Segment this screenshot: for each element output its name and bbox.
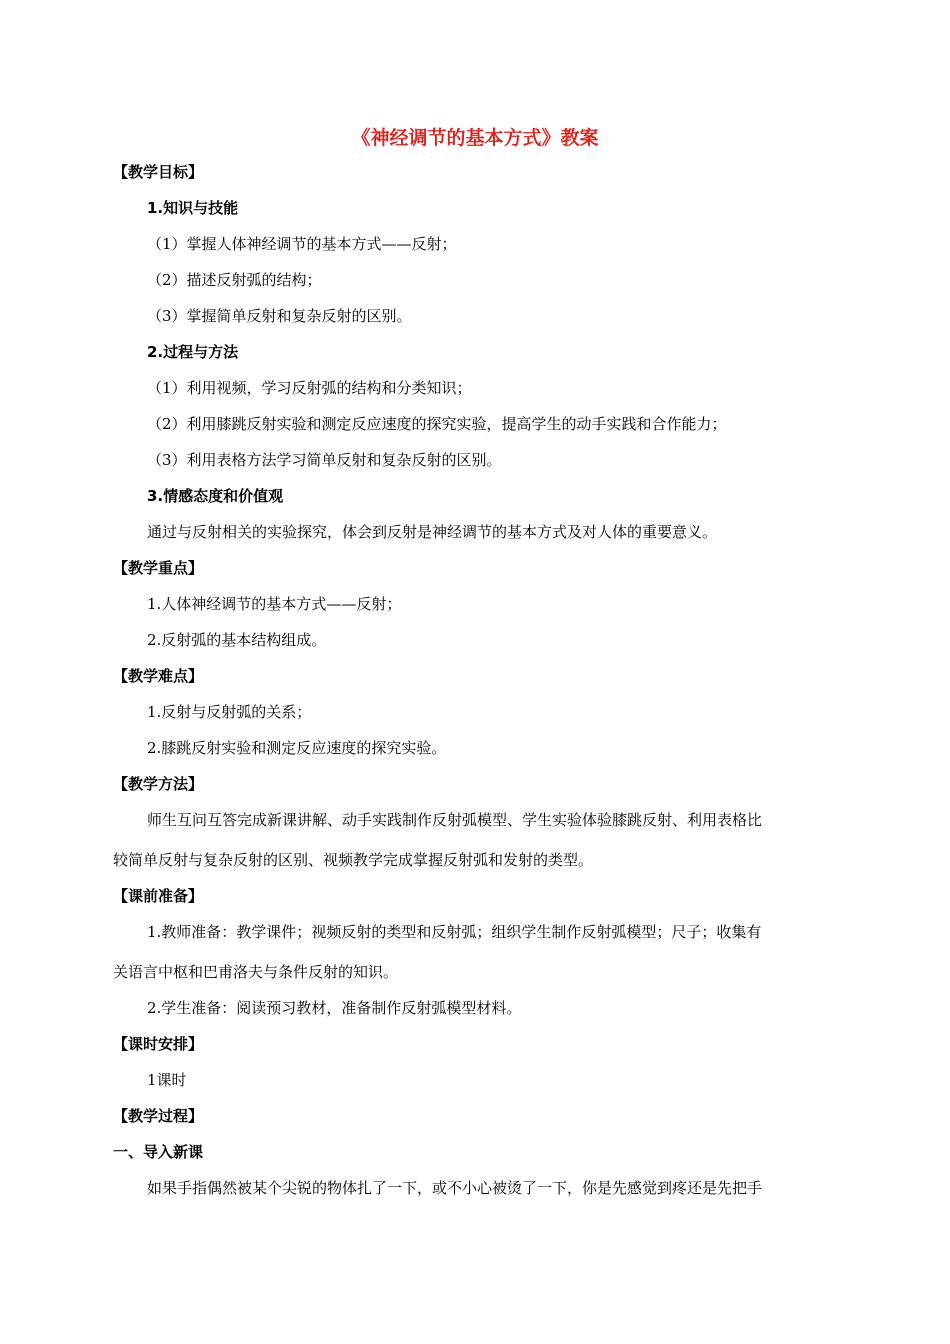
section-heading-key-points: 【教学重点】 bbox=[113, 559, 204, 577]
document-title: 《神经调节的基本方式》教案 bbox=[351, 127, 599, 149]
paragraph-line: 如果手指偶然被某个尖锐的物体扎了一下，或不小心被烫了一下，你是先感觉到疼还是先把手 bbox=[147, 1179, 763, 1197]
list-item: （3）掌握简单反射和复杂反射的区别。 bbox=[147, 307, 412, 325]
list-item: （2）利用膝跳反射实验和测定反应速度的探究实验，提高学生的动手实践和合作能力； bbox=[147, 415, 727, 433]
paragraph: 1课时 bbox=[147, 1071, 187, 1089]
subheading-process: 2.过程与方法 bbox=[147, 343, 239, 361]
subheading-intro: 一、导入新课 bbox=[113, 1143, 204, 1161]
section-heading-difficulties: 【教学难点】 bbox=[113, 667, 204, 685]
list-item: （1）利用视频，学习反射弧的结构和分类知识； bbox=[147, 379, 472, 397]
paragraph-line: 关语言中枢和巴甫洛夫与条件反射的知识。 bbox=[113, 963, 399, 981]
section-heading-methods: 【教学方法】 bbox=[113, 775, 204, 793]
list-item: 1.反射与反射弧的关系； bbox=[147, 703, 312, 721]
paragraph-line: 师生互问互答完成新课讲解、动手实践制作反射弧模型、学生实验体验膝跳反射、利用表格比 bbox=[147, 811, 763, 829]
list-item: 1.人体神经调节的基本方式——反射； bbox=[147, 595, 402, 613]
list-item: 2.反射弧的基本结构组成。 bbox=[147, 631, 327, 649]
paragraph-line: 较简单反射与复杂反射的区别、视频教学完成掌握反射弧和发射的类型。 bbox=[113, 851, 594, 869]
subheading-knowledge: 1.知识与技能 bbox=[147, 199, 239, 217]
section-heading-schedule: 【课时安排】 bbox=[113, 1035, 204, 1053]
section-heading-procedure: 【教学过程】 bbox=[113, 1107, 204, 1125]
list-item: （1）掌握人体神经调节的基本方式——反射； bbox=[147, 235, 457, 253]
section-heading-preparation: 【课前准备】 bbox=[113, 887, 204, 905]
paragraph: 通过与反射相关的实验探究，体会到反射是神经调节的基本方式及对人体的重要意义。 bbox=[147, 523, 718, 541]
paragraph-line: 2.学生准备：阅读预习教材，准备制作反射弧模型材料。 bbox=[147, 999, 522, 1017]
list-item: 2.膝跳反射实验和测定反应速度的探究实验。 bbox=[147, 739, 447, 757]
subheading-emotion: 3.情感态度和价值观 bbox=[147, 487, 284, 505]
paragraph-line: 1.教师准备：教学课件；视频反射的类型和反射弧；组织学生制作反射弧模型；尺子；收集有 bbox=[147, 923, 762, 941]
list-item: （2）描述反射弧的结构； bbox=[147, 271, 322, 289]
section-heading-objectives: 【教学目标】 bbox=[113, 163, 204, 181]
list-item: （3）利用表格方法学习简单反射和复杂反射的区别。 bbox=[147, 451, 502, 469]
